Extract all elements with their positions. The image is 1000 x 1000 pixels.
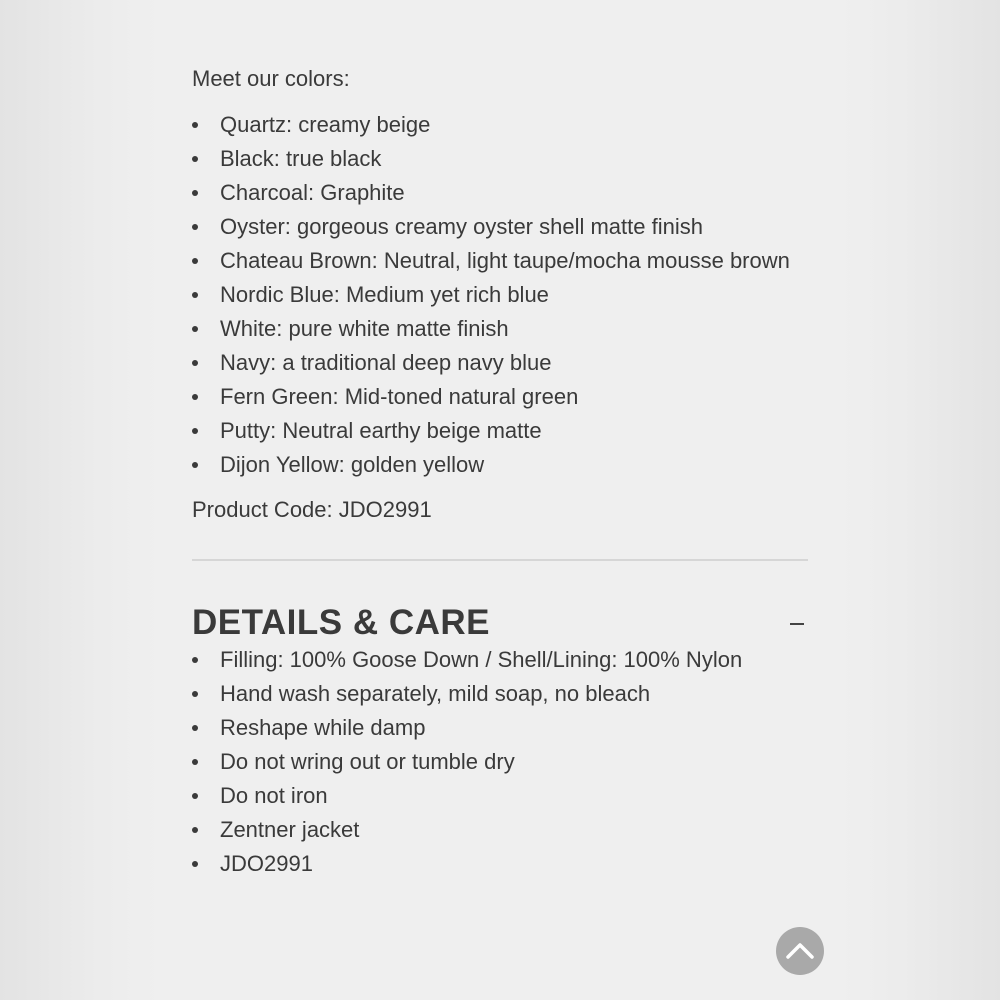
color-item-dijon-yellow: Dijon Yellow: golden yellow (192, 452, 808, 477)
chevron-up-icon (784, 935, 816, 967)
details-care-list (192, 647, 752, 876)
care-item-no-wring: Do not wring out or tumble dry (192, 749, 752, 774)
care-item-filling: Filling: 100% Goose Down / Shell/Lining: 100% Nylon (192, 647, 752, 672)
color-item-fern-green: Fern Green: Mid-toned natural green (192, 384, 808, 409)
color-item-nordic-blue: Nordic Blue: Medium yet rich blue (192, 282, 808, 307)
colors-list (192, 112, 808, 477)
section-divider (192, 559, 808, 561)
color-item-charcoal: Charcoal: Graphite (192, 180, 808, 205)
color-item-black: Black: true black (192, 146, 808, 171)
details-care-title[interactable]: DETAILS & CARE (192, 603, 491, 642)
color-item-navy: Navy: a traditional deep navy blue (192, 350, 808, 375)
care-item-style-name: Zentner jacket (192, 817, 752, 842)
care-item-no-iron: Do not iron (192, 783, 752, 808)
product-description-panel (160, 0, 840, 1000)
product-code: Product Code: JDO2991 (192, 497, 432, 522)
details-care-header[interactable] (192, 599, 808, 647)
care-item-hand-wash: Hand wash separately, mild soap, no bleach (192, 681, 752, 706)
colors-intro: Meet our colors: (192, 66, 350, 91)
minus-icon[interactable] (786, 613, 808, 635)
care-item-code: JDO2991 (192, 851, 752, 876)
color-item-chateau-brown: Chateau Brown: Neutral, light taupe/mocha mousse brown (192, 248, 808, 273)
care-item-reshape: Reshape while damp (192, 715, 752, 740)
scroll-to-top-button[interactable] (776, 927, 824, 975)
color-item-white: White: pure white matte finish (192, 316, 808, 341)
color-item-quartz: Quartz: creamy beige (192, 112, 808, 137)
description-body (192, 64, 808, 885)
color-item-putty: Putty: Neutral earthy beige matte (192, 418, 808, 443)
color-item-oyster: Oyster: gorgeous creamy oyster shell matte finish (192, 214, 808, 239)
